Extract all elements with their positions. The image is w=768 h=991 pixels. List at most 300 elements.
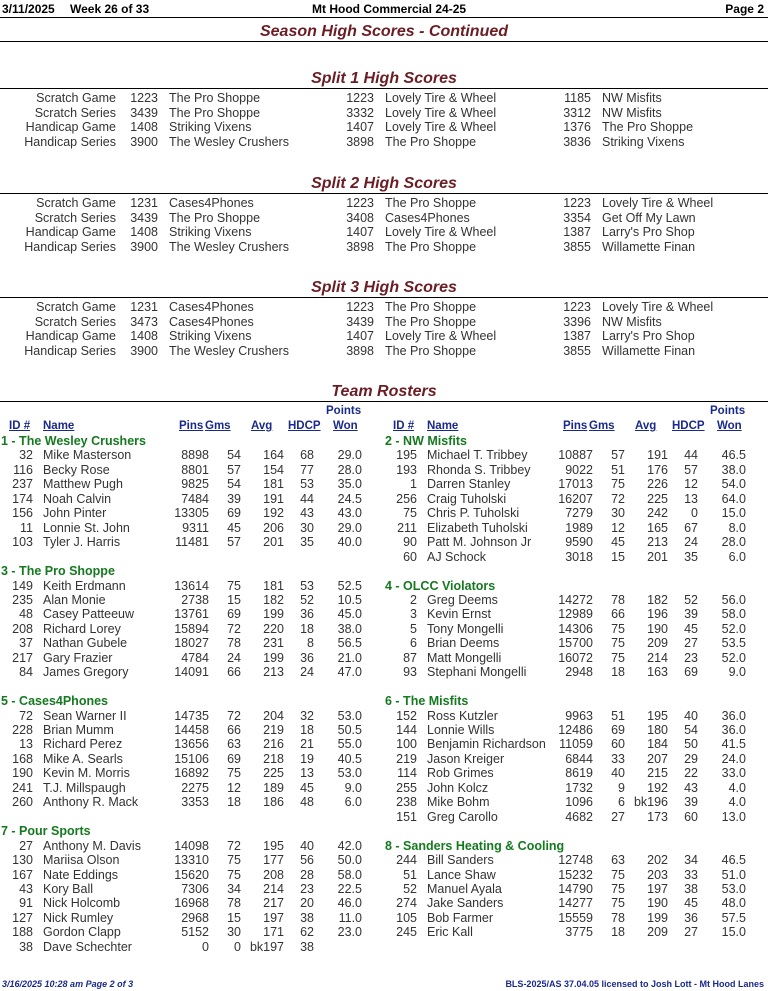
player-handicap: 18 (300, 723, 314, 737)
team-header: 2 - NW Misfits (385, 434, 467, 448)
player-average: 182 (263, 592, 284, 607)
player-games: 78 (611, 592, 625, 607)
score-value: 3408 (346, 210, 374, 225)
col-points: Points (326, 405, 362, 417)
player-pins: 14091 (174, 665, 209, 680)
player-games: 45 (227, 520, 241, 535)
player-row (0, 911, 384, 926)
player-average: 214 (263, 881, 284, 896)
score-team: Lovely Tire & Wheel (385, 91, 497, 105)
player-games: 66 (227, 723, 241, 737)
player-games: 12 (227, 780, 241, 795)
player-average: 225 (263, 766, 284, 781)
score-team: Willamette Finan (602, 239, 696, 254)
player-handicap: 52 (684, 592, 698, 607)
player-games: 78 (227, 636, 241, 651)
score-category: Handicap Game (25, 329, 116, 343)
player-points-won: 57.5 (721, 910, 746, 925)
player-row (0, 521, 384, 536)
player-id: 114 (397, 766, 417, 781)
score-row (0, 344, 768, 359)
player-id: 208 (12, 621, 33, 636)
player-average: 190 (647, 621, 668, 636)
player-row (384, 911, 768, 926)
player-id: 48 (19, 607, 33, 622)
player-row (384, 506, 768, 521)
score-row (0, 300, 768, 315)
player-row (384, 709, 768, 724)
player-handicap: 60 (684, 809, 698, 824)
player-name: John Pinter (43, 506, 107, 521)
player-average: 190 (647, 896, 668, 911)
player-points-won: 46.5 (721, 448, 746, 463)
player-row (0, 607, 384, 622)
score-value: 1223 (563, 196, 591, 210)
player-points-won: 21.0 (337, 650, 362, 665)
league-name: Mt Hood Commercial 24-25 (312, 2, 467, 16)
player-average: 225 (647, 491, 668, 506)
col-id: ID # (393, 420, 415, 432)
player-games: 45 (611, 535, 625, 550)
player-name: Greg Deems (427, 592, 498, 607)
player-handicap: 8 (307, 636, 314, 651)
player-average: 199 (263, 650, 284, 665)
player-handicap: 69 (684, 665, 698, 680)
player-games: 72 (227, 621, 241, 636)
player-id: 211 (397, 520, 417, 535)
player-pins: 14306 (558, 621, 593, 636)
player-id: 2 (410, 592, 417, 607)
player-handicap: 68 (300, 448, 314, 463)
player-average: 226 (647, 477, 668, 492)
player-pins: 17013 (558, 477, 593, 492)
player-name: Nathan Gubele (43, 636, 128, 651)
player-pins: 14272 (558, 592, 593, 607)
player-pins: 4784 (181, 650, 209, 665)
player-id: 93 (403, 665, 417, 680)
player-name: Patt M. Johnson Jr (427, 535, 532, 550)
player-games: 18 (611, 665, 625, 680)
player-row (384, 636, 768, 651)
player-pins: 3353 (181, 795, 209, 810)
player-row (384, 463, 768, 478)
player-pins: 3775 (565, 925, 593, 940)
player-pins: 8801 (181, 462, 209, 477)
player-pins: 2275 (181, 780, 209, 795)
score-value: 3473 (130, 314, 158, 329)
player-points-won: 52.5 (337, 578, 362, 593)
player-pins: 16968 (174, 896, 209, 911)
split-title: Split 1 High Scores (311, 70, 457, 87)
player-name: T.J. Millspaugh (43, 780, 126, 795)
player-games: 39 (227, 491, 241, 506)
player-name: Nick Holcomb (43, 896, 121, 911)
score-row (0, 240, 768, 255)
player-handicap: 35 (300, 535, 314, 550)
player-handicap: 77 (300, 462, 314, 477)
report-date: 3/11/2025 (2, 2, 55, 16)
player-id: 84 (19, 665, 33, 680)
player-average: 180 (647, 723, 668, 737)
player-average: 165 (647, 520, 668, 535)
player-average: 204 (263, 708, 284, 723)
player-row (384, 853, 768, 868)
player-points-won: 8.0 (728, 520, 746, 535)
score-team: Lovely Tire & Wheel (602, 196, 714, 210)
player-name: Mike A. Searls (43, 751, 123, 766)
player-handicap: 56 (300, 853, 314, 868)
score-category: Scratch Series (34, 314, 116, 329)
player-id: 51 (403, 867, 417, 882)
player-name: Ross Kutzler (427, 708, 498, 723)
player-id: 32 (19, 448, 33, 463)
player-id: 52 (403, 881, 417, 896)
player-id: 260 (12, 795, 33, 810)
player-pins: 7279 (565, 506, 593, 521)
score-row (0, 329, 768, 344)
player-id: 5 (410, 621, 417, 636)
player-name: Brian Mumm (43, 723, 114, 737)
player-pins: 15700 (558, 636, 593, 651)
player-id: 75 (403, 506, 417, 521)
team-header: 7 - Pour Sports (1, 824, 91, 839)
player-handicap: 36 (300, 650, 314, 665)
player-id: 245 (396, 925, 417, 940)
score-team: Larry's Pro Shop (602, 225, 695, 239)
player-points-won: 50.0 (337, 853, 362, 868)
player-handicap: 13 (300, 766, 314, 781)
player-id: 13 (19, 737, 33, 752)
player-row (0, 752, 384, 767)
player-average: 209 (647, 925, 668, 940)
player-average: 163 (647, 665, 668, 680)
player-row (384, 651, 768, 666)
score-team: Cases4Phones (169, 300, 254, 314)
score-team: Striking Vixens (602, 134, 685, 149)
player-row (384, 723, 768, 738)
split-scores-table (0, 300, 768, 358)
player-row (0, 839, 384, 854)
player-average: 177 (263, 853, 284, 868)
score-team: Lovely Tire & Wheel (385, 329, 497, 343)
score-category: Handicap Series (24, 134, 116, 149)
player-pins: 15106 (174, 751, 209, 766)
player-games: 27 (611, 809, 625, 824)
score-value: 3898 (346, 239, 374, 254)
player-handicap: 40 (684, 708, 698, 723)
player-average: 191 (647, 448, 668, 463)
score-value: 1376 (563, 120, 591, 134)
player-average: 216 (263, 737, 284, 752)
player-average: 181 (263, 578, 284, 593)
player-handicap: 44 (684, 448, 698, 463)
score-team: Lovely Tire & Wheel (385, 120, 497, 134)
player-points-won: 29.0 (337, 520, 362, 535)
score-team: The Pro Shoppe (169, 210, 261, 225)
player-row (384, 535, 768, 550)
player-average: 201 (263, 535, 284, 550)
player-average: 207 (647, 751, 668, 766)
col-gms: Gms (205, 420, 231, 432)
player-average: 195 (647, 708, 668, 723)
player-handicap: 43 (684, 780, 698, 795)
player-points-won: 56.5 (337, 636, 362, 651)
player-games: 18 (227, 795, 241, 810)
player-points-won: 24.0 (721, 751, 746, 766)
player-pins: 8898 (181, 448, 209, 463)
player-row (0, 795, 384, 810)
col-id: ID # (9, 420, 31, 432)
score-value: 1407 (346, 225, 374, 239)
player-handicap: 38 (300, 910, 314, 925)
player-id: 228 (12, 723, 33, 737)
player-pins: 5152 (181, 925, 209, 940)
rosters-title: Team Rosters (331, 383, 437, 400)
score-team: Cases4Phones (385, 210, 470, 225)
player-points-won: 10.5 (337, 592, 362, 607)
score-team: The Pro Shoppe (385, 196, 477, 210)
player-row (0, 896, 384, 911)
player-average: 164 (263, 448, 284, 463)
footer-timestamp: 3/16/2025 10:28 am Page 2 of 3 (2, 979, 134, 989)
score-team: Cases4Phones (169, 314, 254, 329)
score-value: 1407 (346, 329, 374, 343)
player-games: 40 (611, 766, 625, 781)
player-average: 186 (263, 795, 284, 810)
player-games: 75 (611, 621, 625, 636)
player-pins: 13761 (174, 607, 209, 622)
player-average: 181 (263, 477, 284, 492)
split-title: Split 3 High Scores (311, 279, 457, 296)
player-row (0, 737, 384, 752)
player-id: 100 (396, 737, 417, 752)
player-games: 51 (611, 462, 625, 477)
player-points-won: 52.0 (721, 650, 746, 665)
player-handicap: 45 (684, 896, 698, 911)
player-average: 202 (647, 853, 668, 868)
player-id: 174 (12, 491, 33, 506)
player-points-won: 9.0 (344, 780, 362, 795)
score-value: 3439 (346, 314, 374, 329)
player-games: 0 (234, 939, 241, 954)
score-team: Lovely Tire & Wheel (602, 300, 714, 314)
player-name: John Kolcz (427, 780, 489, 795)
player-handicap: 52 (300, 592, 314, 607)
score-value: 1408 (130, 120, 158, 134)
player-points-won: 48.0 (721, 896, 746, 911)
score-team: The Wesley Crushers (169, 134, 289, 149)
player-average: 209 (647, 636, 668, 651)
player-points-won: 24.5 (337, 491, 362, 506)
player-id: 116 (13, 462, 33, 477)
player-name: Sean Warner II (43, 708, 127, 723)
player-name: Kevin Ernst (427, 607, 491, 622)
score-value: 3855 (563, 239, 591, 254)
player-handicap: 34 (684, 853, 698, 868)
player-handicap: 33 (684, 867, 698, 882)
player-name: Rob Grimes (427, 766, 494, 781)
player-pins: 14277 (558, 896, 593, 911)
player-average: 197 (263, 910, 284, 925)
player-games: 60 (611, 737, 625, 752)
player-points-won: 6.0 (728, 549, 746, 564)
player-points-won: 4.0 (728, 780, 746, 795)
player-points-won: 46.5 (721, 853, 746, 868)
score-row (0, 135, 768, 150)
player-pins: 11481 (175, 535, 209, 550)
rosters-divider (0, 401, 768, 402)
score-value: 1387 (563, 225, 591, 239)
score-row (0, 91, 768, 106)
player-name: AJ Schock (427, 549, 487, 564)
player-name: Chris P. Tuholski (427, 506, 520, 521)
player-points-won: 64.0 (721, 491, 746, 506)
player-name: James Gregory (43, 665, 129, 680)
player-points-won: 38.0 (721, 462, 746, 477)
player-pins: 13614 (174, 578, 209, 593)
score-team: The Pro Shoppe (385, 300, 477, 314)
player-games: 72 (227, 708, 241, 723)
player-name: Gary Frazier (43, 650, 113, 665)
player-handicap: 38 (300, 939, 314, 954)
player-pins: 6844 (565, 751, 593, 766)
player-pins: 12486 (558, 723, 593, 737)
player-row (384, 896, 768, 911)
player-points-won: 43.0 (337, 506, 362, 521)
split-divider (0, 88, 768, 89)
player-points-won: 36.0 (721, 723, 746, 737)
player-name: Tyler J. Harris (43, 535, 121, 550)
player-games: 69 (227, 506, 241, 521)
player-games: 75 (611, 477, 625, 492)
score-value: 1223 (346, 300, 374, 314)
player-pins: 16207 (558, 491, 593, 506)
player-games: 75 (611, 881, 625, 896)
player-row (384, 477, 768, 492)
player-handicap: 27 (684, 925, 698, 940)
player-handicap: 24 (300, 665, 314, 680)
player-average: 192 (647, 780, 668, 795)
score-value: 3312 (563, 105, 591, 120)
player-games: 34 (227, 881, 241, 896)
score-row (0, 315, 768, 330)
player-points-won: 53.0 (337, 766, 362, 781)
player-pins: 12748 (558, 853, 593, 868)
player-handicap: 67 (684, 520, 698, 535)
player-name: Richard Perez (43, 737, 123, 752)
player-games: 63 (611, 853, 625, 868)
player-average: 242 (647, 506, 668, 521)
split-divider (0, 193, 768, 194)
player-name: Mike Masterson (43, 448, 132, 463)
score-category: Scratch Game (36, 91, 116, 105)
player-pins: 18027 (174, 636, 209, 651)
player-average: 199 (647, 910, 668, 925)
score-team: Cases4Phones (169, 196, 254, 210)
player-handicap: 13 (684, 491, 698, 506)
player-row (384, 448, 768, 463)
score-value: 1223 (130, 91, 158, 105)
player-row (0, 651, 384, 666)
player-points-won: 15.0 (721, 506, 746, 521)
player-name: Lance Shaw (427, 867, 496, 882)
score-row (0, 211, 768, 226)
player-row (384, 607, 768, 622)
player-pins: 7306 (181, 881, 209, 896)
player-name: Nick Rumley (43, 910, 114, 925)
score-value: 1408 (130, 225, 158, 239)
player-id: 90 (403, 535, 417, 550)
score-team: NW Misfits (602, 91, 662, 105)
player-average: 231 (263, 636, 284, 651)
player-id: 130 (12, 853, 33, 868)
player-row (384, 882, 768, 897)
score-team: The Pro Shoppe (385, 314, 477, 329)
player-name: Darren Stanley (427, 477, 511, 492)
player-average: 184 (647, 737, 668, 752)
player-average: 171 (263, 925, 284, 940)
score-team: NW Misfits (602, 105, 662, 120)
player-pins: 9311 (182, 520, 209, 535)
team-header: 4 - OLCC Violators (385, 578, 496, 593)
player-points-won: 51.0 (721, 867, 746, 882)
player-row (384, 665, 768, 680)
player-points-won: 41.5 (721, 737, 746, 752)
player-average: 208 (263, 867, 284, 882)
player-pins: 16072 (558, 650, 593, 665)
score-category: Handicap Series (24, 343, 116, 358)
player-average: 197 (647, 881, 668, 896)
player-id: 193 (396, 462, 417, 477)
player-games: 54 (227, 477, 241, 492)
player-games: 15 (227, 910, 241, 925)
player-row (384, 752, 768, 767)
player-pins: 15894 (174, 621, 209, 636)
player-games: 75 (611, 896, 625, 911)
score-team: NW Misfits (602, 314, 662, 329)
score-value: 3900 (130, 239, 158, 254)
score-team: The Pro Shoppe (602, 120, 694, 134)
player-games: 54 (227, 448, 241, 463)
player-name: Michael T. Tribbey (427, 448, 528, 463)
player-name: Craig Tuholski (427, 491, 507, 506)
player-row (384, 925, 768, 940)
player-name: Nate Eddings (43, 867, 119, 882)
team-header: 3 - The Pro Shoppe (1, 564, 115, 579)
player-average: 195 (263, 838, 284, 853)
player-handicap: 19 (300, 751, 314, 766)
player-average: 219 (263, 723, 284, 737)
player-row (0, 940, 384, 955)
player-pins: 0 (202, 939, 209, 954)
score-value: 3900 (130, 134, 158, 149)
col-avg: Avg (251, 420, 273, 432)
player-average: 154 (263, 462, 284, 477)
score-team: Willamette Finan (602, 343, 696, 358)
player-name: Brian Deems (427, 636, 500, 651)
player-name: Lonnie St. John (43, 520, 130, 535)
player-handicap: 40 (300, 838, 314, 853)
col-won: Won (717, 420, 742, 432)
player-points-won: 15.0 (721, 925, 746, 940)
player-games: 33 (611, 751, 625, 766)
player-name: Alan Monie (43, 592, 106, 607)
player-handicap: 54 (684, 723, 698, 737)
player-handicap: 39 (684, 795, 698, 810)
score-row (0, 120, 768, 135)
player-id: 38 (19, 939, 33, 954)
player-handicap: 23 (300, 881, 314, 896)
